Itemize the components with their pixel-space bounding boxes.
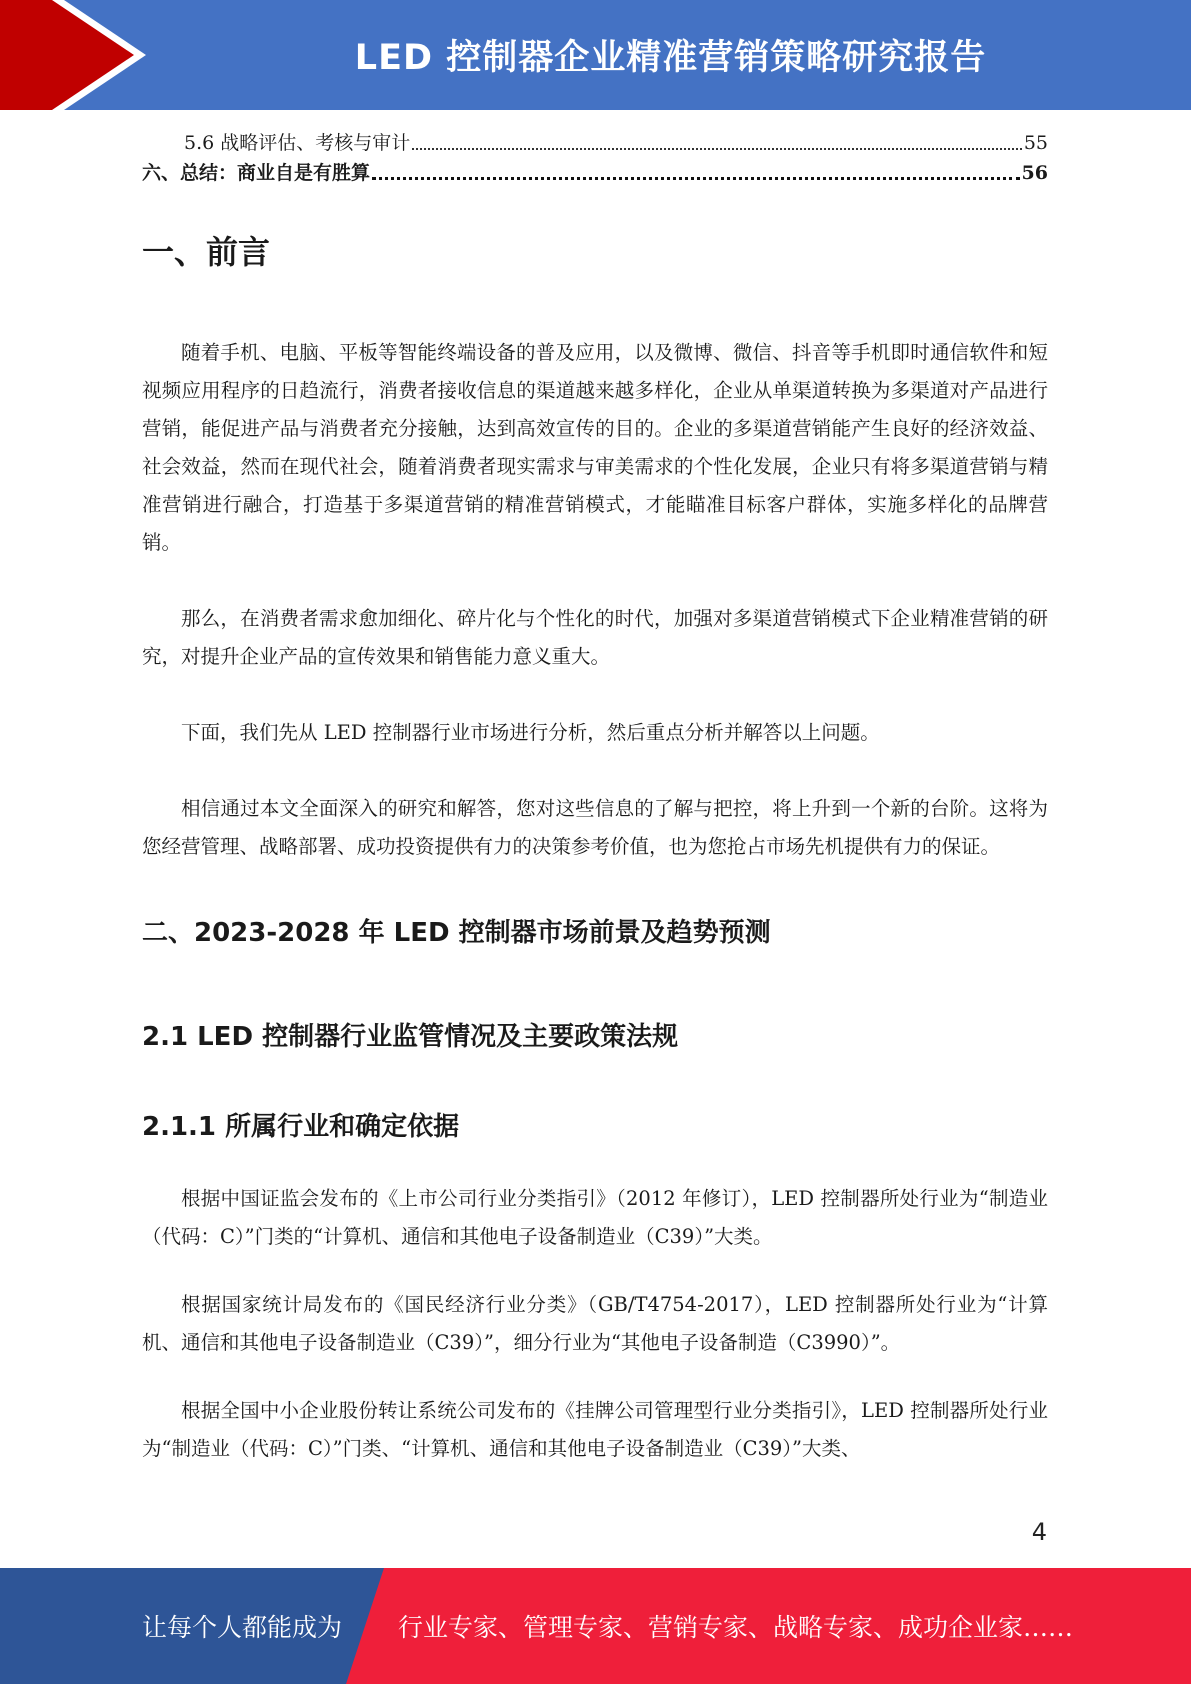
preface-heading: 一、前言 [142, 233, 271, 271]
toc-entry-label: 六、总结：商业自是有胜算 [142, 162, 371, 184]
toc-leader-dots [412, 148, 1022, 150]
toc-entry[interactable] [142, 128, 1048, 158]
body-paragraph: 根据全国中小企业股份转让系统公司发布的《挂牌公司管理型行业分类指引》，LED 控制器所处行业为“制造业（代码：C）”门类、“计算机、通信和其他电子设备制造业（C39）”大类、 [142, 1399, 1048, 1460]
toc-entry-page: 55 [1023, 132, 1048, 154]
report-title: LED 控制器企业精准营销策略研究报告 [354, 38, 987, 78]
body-paragraph: 根据中国证监会发布的《上市公司行业分类指引》（2012 年修订），LED 控制器所处行业为“制造业（代码：C）”门类的“计算机、通信和其他电子设备制造业（C39）”大类。 [142, 1187, 1048, 1248]
toc-entry[interactable] [142, 158, 1048, 188]
toc-leader-dots [372, 177, 1020, 180]
page-number: 4 [1031, 1518, 1047, 1546]
toc-entry-label: 5.6 战略评估、考核与审计 [184, 132, 411, 154]
footer-slogan-right: 行业专家、管理专家、营销专家、战略专家、成功企业家…… [398, 1613, 1074, 1642]
chapter-heading: 二、2023-2028 年 LED 控制器市场前景及趋势预测 [142, 918, 771, 948]
body-paragraph: 随着手机、电脑、平板等智能终端设备的普及应用，以及微博、微信、抖音等手机即时通信软件和短视频应用程序的日趋流行，消费者接收信息的渠道越来越多样化，企业从单渠道转换为多渠道对产品进行营销，能促进产品与消费者充分接触，达到高效宣传的目的。企业的多渠道营销能产生良好的经济效益、社会效益，然而在现代社会，随着消费者现实需求与审美需求的个性化发展，企业只有将多渠道营销与精准营销进行融合，打造基于多渠道营销的精准营销模式，才能瞄准目标客户群体，实施多样化的品牌营销。 [142, 341, 1048, 554]
body-paragraph: 下面，我们先从 LED 控制器行业市场进行分析，然后重点分析并解答以上问题。 [181, 721, 880, 744]
red-chevron-decoration [0, 0, 160, 110]
body-paragraph: 相信通过本文全面深入的研究和解答，您对这些信息的了解与把控，将上升到一个新的台阶。这将为您经营管理、战略部署、成功投资提供有力的决策参考价值，也为您抢占市场先机提供有力的保证。 [142, 797, 1048, 858]
body-paragraph: 那么，在消费者需求愈加细化、碎片化与个性化的时代，加强对多渠道营销模式下企业精准营销的研究，对提升企业产品的宣传效果和销售能力意义重大。 [142, 607, 1048, 668]
body-paragraph: 根据国家统计局发布的《国民经济行业分类》（GB/T4754-2017），LED 控制器所处行业为“计算机、通信和其他电子设备制造业（C39）”，细分行业为“其他电子设备制造（C3990）”。 [142, 1293, 1048, 1354]
footer-slogan-left: 让每个人都能成为 [142, 1613, 343, 1642]
page-content [142, 128, 1048, 1468]
subsection-heading: 2.1.1 所属行业和确定依据 [142, 1112, 460, 1142]
section-heading: 2.1 LED 控制器行业监管情况及主要政策法规 [142, 1022, 679, 1052]
page-header [0, 0, 1191, 110]
page-footer [0, 1568, 1191, 1684]
toc-entry-page: 56 [1021, 162, 1048, 184]
